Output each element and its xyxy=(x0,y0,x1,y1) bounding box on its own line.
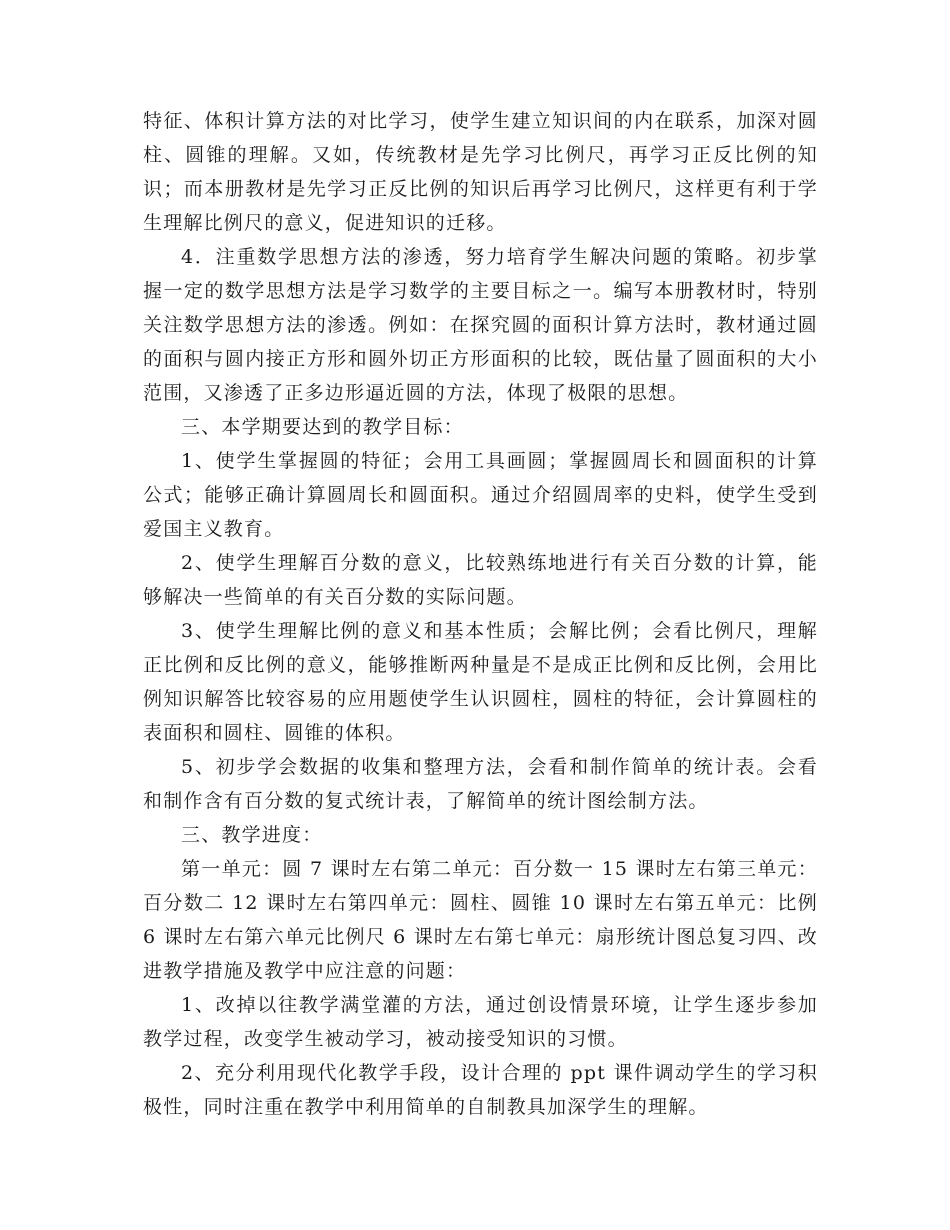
section-heading-teaching-goals: 三、本学期要达到的教学目标： xyxy=(181,416,464,438)
goal-item-circle: 1、使学生掌握圆的特征；会用工具画圆；掌握圆周长和圆面积的计算公式；能够正确计算圆周长和圆面积。通过介绍圆周率的史料，使学生受到爱国主义教育。 xyxy=(143,450,818,540)
document-body xyxy=(143,104,818,1124)
paragraph-continued-comparison: 特征、体积计算方法的对比学习，使学生建立知识间的内在联系，加深对圆柱、圆锥的理解。又如，传统教材是先学习比例尺，再学习正反比例的知识；而本册教材是先学习正反比例的知识后再学习比例尺，这样更有利于学生理解比例尺的意义，促进知识的迁移。 xyxy=(143,110,818,234)
goal-item-percent: 2、使学生理解百分数的意义，比较熟练地进行有关百分数的计算，能够解决一些简单的有关百分数的实际问题。 xyxy=(143,552,818,608)
measure-item-multimedia: 2、充分利用现代化教学手段，设计合理的 ppt 课件调动学生的学习积极性，同时注重在教学中利用简单的自制教具加深学生的理解。 xyxy=(143,1062,818,1118)
measure-item-interactive: 1、改掉以往教学满堂灌的方法，通过创设情景环境，让学生逐步参加教学过程，改变学生被动学习，被动接受知识的习惯。 xyxy=(143,994,818,1050)
paragraph-unit-schedule: 第一单元：圆 7 课时左右第二单元：百分数一 15 课时左右第三单元：百分数二 12 课时左右第四单元：圆柱、圆锥 10 课时左右第五单元：比例 6 课时左右第六单元比例尺 6 课时左右第七单元：扇形统计图总复习四、改进教学措施及教学中应注意的问题： xyxy=(143,858,818,982)
section-heading-schedule: 三、教学进度： xyxy=(181,824,323,846)
goal-item-statistics: 5、初步学会数据的收集和整理方法，会看和制作简单的统计表。会看和制作含有百分数的复式统计表，了解简单的统计图绘制方法。 xyxy=(143,756,818,812)
paragraph-math-thinking: 4．注重数学思想方法的渗透，努力培育学生解决问题的策略。初步掌握一定的数学思想方法是学习数学的主要目标之一。编写本册教材时，特别关注数学思想方法的渗透。例如：在探究圆的面积计算方法时，教材通过圆的面积与圆内接正方形和圆外切正方形面积的比较，既估量了圆面积的大小范围，又渗透了正多边形逼近圆的方法，体现了极限的思想。 xyxy=(143,246,818,404)
goal-item-ratio: 3、使学生理解比例的意义和基本性质；会解比例；会看比例尺，理解正比例和反比例的意义，能够推断两种量是不是成正比例和反比例，会用比例知识解答比较容易的应用题使学生认识圆柱，圆柱的特征，会计算圆柱的表面积和圆柱、圆锥的体积。 xyxy=(143,620,818,744)
